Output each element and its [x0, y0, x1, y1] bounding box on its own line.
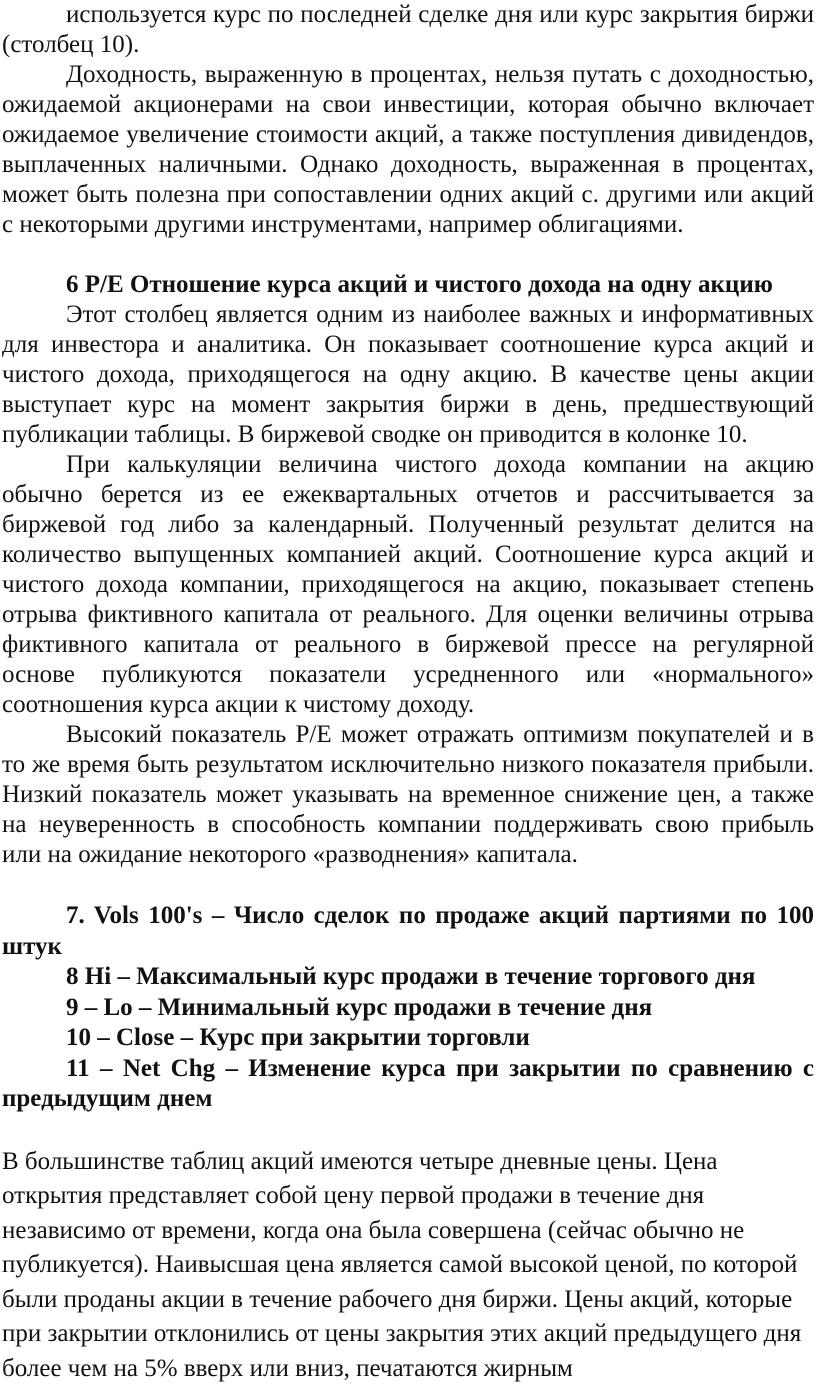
- paragraph-intro: используется курс по последней сделке дня или курс закрытия биржи (столбец 10).: [0, 0, 816, 60]
- paragraph-yield: Доходность, выраженную в процентах, нельзя путать с доходностью, ожидаемой акционерами на свои инвестиции, которая обычно включает ожидаемое увеличение стоимости акций, а также поступления дивидендов, выплаченных наличными. Однако доходность, выраженная в процентах, может быть полезна при сопоставлении одних акций с. другими или акций с некоторыми другими инструментами, например облигациями.: [0, 60, 816, 240]
- paragraph-pe-calculation: При калькуляции величина чистого дохода компании на акцию обычно берется из ее ежеквартальных отчетов и рассчитывается за биржевой год либо за календарный. Полученный результат делится на количество выпущенных компанией акций. Соотношение курса акций и чистого дохода компании, приходящегося на акцию, показывает степень отрыва фиктивного капитала от реального. Для оценки величины отрыва фиктивного капитала от реального в биржевой прессе на регулярной основе публикуются показатели усредненного или «нормального» соотношения курса акции к чистому доходу.: [0, 450, 816, 720]
- heading-pe-ratio: 6 P/E Отношение курса акций и чистого дохода на одну акцию: [0, 270, 816, 300]
- blank-line: [0, 240, 816, 270]
- paragraph-pe-description: Этот столбец является одним из наиболее важных и информативных для инвестора и аналитика. Он показывает соотношение курса акций и чистого дохода, приходящегося на одну акцию. В качестве цены акции выступает курс на момент закрытия биржи в день, предшествующий публикации таблицы. В биржевой сводке он приводится в колонке 10.: [0, 300, 816, 450]
- heading-vols: 7. Vols 100's – Число сделок по продаже акций партиями по 100 штук: [0, 901, 816, 962]
- paragraph-pe-interpretation: Высокий показатель P/E может отражать оптимизм покупателей и в то же время быть результатом исключительно низкого показателя прибыли. Низкий показатель может указывать на временное снижение цен, а также на неуверенность в способность компании поддерживать свою прибыль или на ожидание некоторого «разводнения» капитала.: [0, 720, 816, 870]
- heading-hi: 8 Hi – Максимальный курс продажи в течение торгового дня: [0, 962, 816, 993]
- heading-net-chg: 11 – Net Chg – Изменение курса при закрытии по сравнению с предыдущим днем: [0, 1054, 816, 1115]
- heading-close: 10 – Close – Курс при закрытии торговли: [0, 1023, 816, 1054]
- column-headings-list: [0, 901, 816, 1115]
- heading-lo: 9 – Lo – Минимальный курс продажи в течение дня: [0, 993, 816, 1024]
- paragraph-daily-prices: В большинстве таблиц акций имеются четыре дневные цены. Цена открытия представляет собой цену первой продажи в течение дня независимо от времени, когда она была совершена (сейчас обычно не публикуется). Наивысшая цена является самой высокой ценой, по которой были проданы акции в течение рабочего дня биржи. Цены акций, которые при закрытии отклонились от цены закрытия этих акций предыдущего дня более чем на 5% вверх или вниз, печатаются жирным: [0, 1145, 816, 1386]
